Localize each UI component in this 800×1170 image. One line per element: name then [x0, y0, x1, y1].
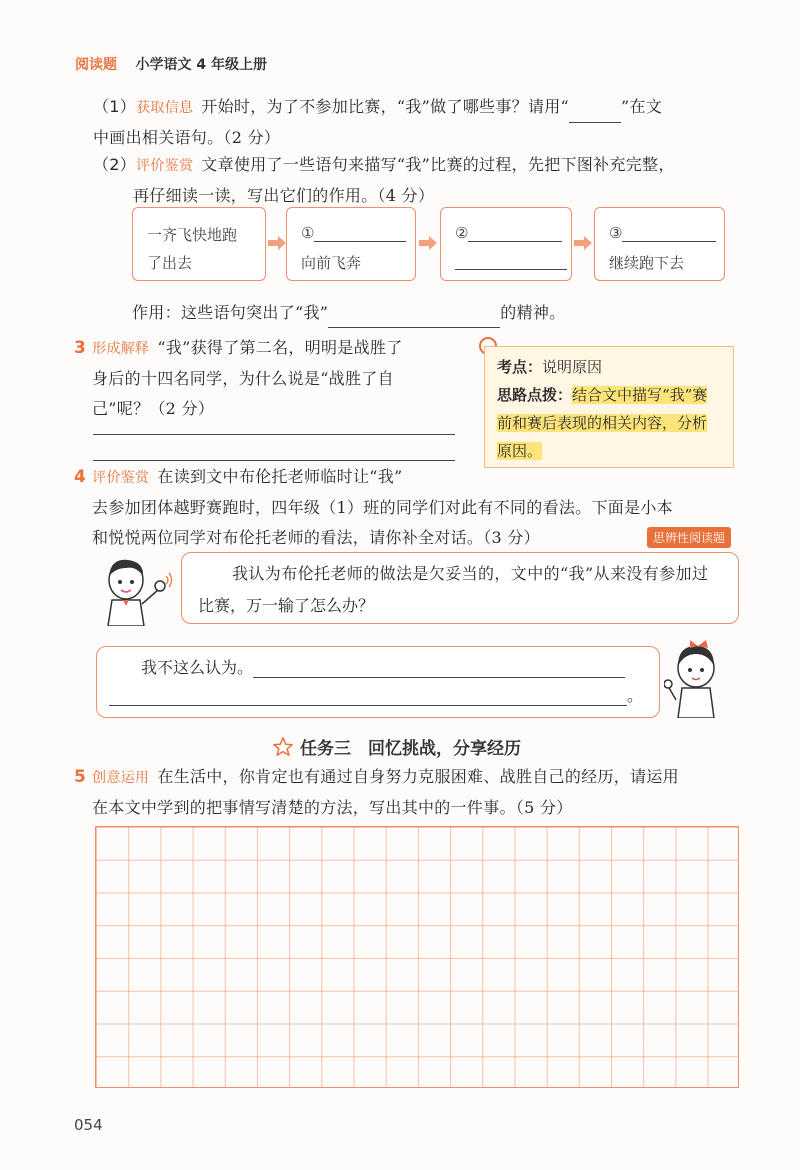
q4-num: 4: [74, 467, 87, 487]
flow-box-3-marker: ②: [455, 224, 469, 242]
flow-box-1-line2: 了出去: [147, 254, 193, 272]
q2-part1-num: （1）: [93, 97, 137, 116]
q2-part1-text2: ”在文: [621, 97, 663, 116]
flow-box-1-line1: 一齐飞快地跑: [147, 226, 238, 244]
girl-line-end: 。: [627, 686, 644, 705]
q3-answer-line-2[interactable]: [93, 460, 455, 461]
flow-box-2-marker: ①: [301, 224, 315, 242]
boy-avatar: [96, 556, 174, 626]
q2-part2-tag: 评价鉴赏: [136, 158, 194, 174]
q5-tag: 创意运用: [92, 770, 150, 786]
q2-part1-text1: 开始时，为了不参加比赛，“我”做了哪些事？请用“: [201, 97, 570, 116]
flow-box-4-blank[interactable]: [622, 227, 716, 242]
boy-line1: 我认为布伦托老师的做法是欠妥当的，文中的“我”从来没有参加过: [232, 564, 709, 583]
flow-box-2-blank[interactable]: [314, 227, 406, 242]
hint-tip-line3: 原因。: [497, 442, 543, 460]
flow-box-3: [440, 207, 572, 281]
page-header: [75, 54, 267, 74]
flow-box-4-line2: 继续跑下去: [609, 254, 685, 272]
flow-box-2-line2: 向前飞奔: [301, 254, 362, 272]
q3-line3: 己”呢？（2 分）: [92, 399, 215, 418]
arrow-right-icon: [419, 236, 437, 250]
flow-box-4-marker: ③: [609, 224, 623, 242]
flow-box-3-line1: [455, 224, 562, 242]
page-number: 054: [74, 1116, 103, 1134]
q2-effect-blank[interactable]: [328, 313, 500, 328]
critical-reading-badge: 思辨性阅读题: [647, 527, 731, 548]
wavy-line-blank: [569, 108, 621, 123]
flow-box-4: [594, 207, 725, 281]
q4-line1: 在读到文中布伦托老师临时让“我”: [157, 467, 403, 486]
q3-block: [74, 333, 464, 424]
flow-box-1: [132, 207, 266, 281]
q5-num: 5: [74, 767, 87, 787]
arrow-right-icon: [268, 236, 286, 250]
hint-tip-label: 思路点拨：: [497, 386, 573, 404]
girl-speech-bubble: [96, 646, 660, 718]
hint-tip-line1: 结合文中描写“我”赛: [572, 386, 708, 404]
q2-effect-prefix: 作用：这些语句突出了“我”: [132, 303, 329, 322]
q2-part2-num: （2）: [93, 155, 137, 174]
q2-part1-tag: 获取信息: [136, 100, 194, 116]
boy-line2: 比赛，万一输了怎么办？: [198, 596, 375, 615]
q2-part1: [93, 92, 773, 153]
header-book: 小学语文 4 年级上册: [135, 57, 267, 73]
q5-block: [74, 762, 774, 823]
q5-line1: 在生活中，你肯定也有通过自身努力克服困难、战胜自己的经历，请运用: [157, 767, 679, 786]
flow-box-2: [286, 207, 416, 281]
q3-line2: 身后的十四名同学，为什么说是“战胜了自: [92, 369, 394, 388]
task3-title: 任务三 回忆挑战，分享经历: [300, 739, 521, 759]
flow-box-3-blank-2[interactable]: [455, 255, 567, 270]
hint-tip-line2: 前和赛后表现的相关内容，分析: [497, 414, 708, 432]
q2-part2: [93, 150, 783, 211]
task3-heading: [272, 734, 521, 759]
flow-box-3-line2[interactable]: [455, 252, 567, 270]
q5-line2: 在本文中学到的把事情写清楚的方法，写出其中的一件事。（5 分）: [92, 798, 573, 817]
q2-effect: [132, 298, 565, 328]
girl-answer-blank-1[interactable]: [253, 663, 625, 678]
flow-box-2-line1: [301, 224, 406, 242]
q2-part2-text1: 文章使用了一些语句来描写“我”比赛的过程，先把下图补充完整，: [201, 155, 675, 174]
hint-key-label: 考点：: [497, 358, 543, 376]
q2-part2-text2: 再仔细读一读，写出它们的作用。（4 分）: [133, 186, 435, 205]
q3-tag: 形成解释: [92, 341, 150, 357]
header-tag: 阅读题: [75, 57, 117, 73]
writing-grid[interactable]: [95, 826, 739, 1088]
hint-key-text: 说明原因: [542, 358, 603, 376]
q4-tag: 评价鉴赏: [92, 470, 150, 486]
boy-speech-bubble: [181, 552, 739, 624]
q3-line1: “我”获得了第二名，明明是战胜了: [157, 338, 403, 357]
girl-line1: 我不这么认为。: [141, 658, 254, 677]
q2-part1-text3: 中画出相关语句。（2 分）: [93, 128, 281, 147]
star-icon: [272, 736, 294, 758]
girl-avatar: [664, 640, 730, 718]
girl-answer-blank-2[interactable]: [109, 691, 627, 706]
flow-box-4-line1: [609, 224, 716, 242]
q3-num: 3: [74, 338, 87, 358]
q2-effect-suffix: 的精神。: [500, 303, 566, 322]
flow-box-3-blank[interactable]: [468, 227, 562, 242]
hint-box: [484, 346, 734, 468]
q3-answer-line-1[interactable]: [93, 434, 455, 435]
q4-line2: 去参加团体越野赛跑时，四年级（1）班的同学们对此有不同的看法。下面是小本: [92, 498, 673, 517]
q4-line3: 和悦悦两位同学对布伦托老师的看法，请你补全对话。（3 分）: [92, 528, 540, 547]
arrow-right-icon: [574, 236, 592, 250]
